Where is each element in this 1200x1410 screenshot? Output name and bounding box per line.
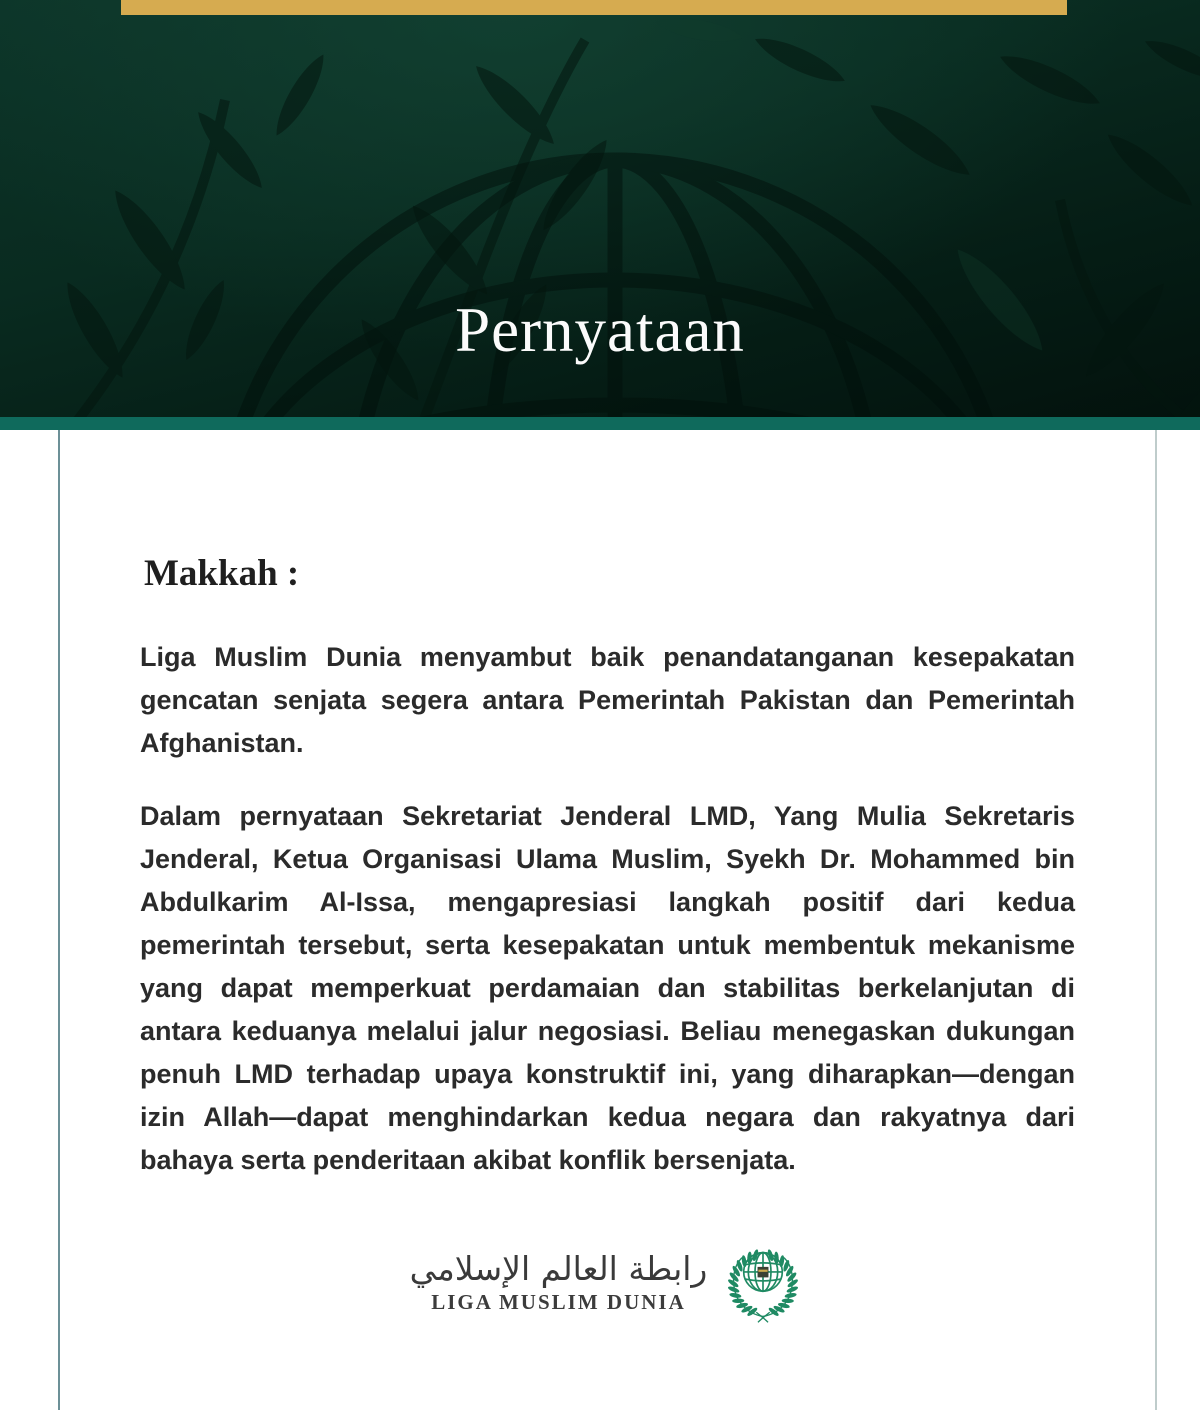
statement-line: bahaya serta penderitaan akibat konflik bersenjata. [140,1145,796,1175]
statement-line: Abdulkarim Al-Issa, mengapresiasi langkah positif dari kedua [140,887,1075,917]
statement-line: penuh LMD terhadap upaya konstruktif ini, yang diharapkan—dengan [140,1059,1075,1089]
statement-line: yang dapat memperkuat perdamaian dan stabilitas berkelanjutan di [140,973,1075,1003]
statement-line: pemerintah tersebut, serta kesepakatan untuk membentuk mekanisme [140,930,1075,960]
logo-latin-name: LIGA MUSLIM DUNIA [431,1290,686,1315]
left-rule-line [58,430,60,1410]
statement-line: gencatan senjata segera antara Pemerintah Pakistan dan Pemerintah [140,685,1075,715]
statement-content [140,430,1075,1326]
statement-line: Liga Muslim Dunia menyambut baik penandatanganan kesepakatan [140,642,1075,672]
statement-line: antara keduanya melalui jalur negosiasi. Beliau menegaskan dukungan [140,1016,1075,1046]
mwl-emblem-icon [721,1238,805,1326]
statement-line: Dalam pernyataan Sekretariat Jenderal LMD, Yang Mulia Sekretaris [140,801,1075,831]
emblem-kaaba [758,1267,769,1278]
logo-text-block [410,1249,708,1316]
logo-arabic-name: رابطة العالم الإسلامي [409,1248,708,1288]
page-title: Pernyataan [455,295,745,365]
statement-body [0,430,1200,1410]
paragraph-2 [140,795,1075,1182]
right-rule-line [1155,430,1157,1410]
statement-line: Afghanistan. [140,728,304,758]
paragraph-1 [140,636,1075,765]
statement-line: izin Allah—dapat menghindarkan kedua negara dan rakyatnya dari [140,1102,1075,1132]
location-heading: Makkah : [144,553,300,594]
statement-line: Jenderal, Ketua Organisasi Ulama Muslim, Syekh Dr. Mohammed bin [140,844,1075,874]
organization-logo [140,1238,1075,1326]
statement-header [0,0,1200,417]
globe-watermark [220,160,1010,417]
gold-accent-bar [121,0,1067,15]
teal-divider-band [0,417,1200,430]
